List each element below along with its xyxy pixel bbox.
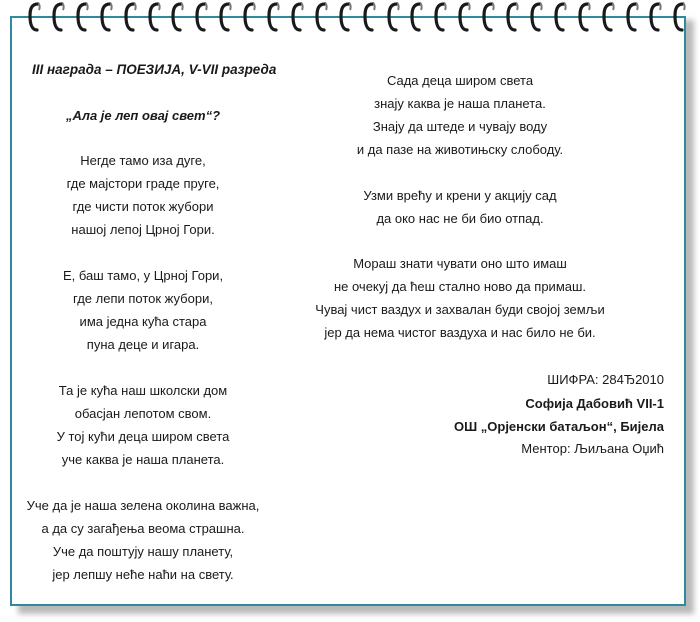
- poem-line: нашој лепој Црној Гори.: [71, 222, 215, 237]
- poem-line: уче каква је наша планета.: [61, 452, 225, 467]
- poem-line: Чувај чист ваздух и захвалан буди својој земљи: [315, 302, 605, 317]
- spiral-ring-icon: [291, 0, 305, 36]
- spiral-ring-icon: [267, 0, 281, 36]
- spiral-ring-icon: [339, 0, 353, 36]
- poem-line: У тој кући деца широм света: [56, 429, 230, 444]
- spiral-binding: [20, 0, 690, 42]
- spiral-ring-icon: [482, 0, 496, 36]
- spiral-ring-icon: [626, 0, 640, 36]
- poem-line: Негде тамо иза дуге,: [80, 153, 206, 168]
- spiral-ring-icon: [124, 0, 138, 36]
- poem-line: Узми врећу и крени у акцију сад: [363, 187, 557, 203]
- poem-line: Уче да поштују нашу планету,: [52, 544, 234, 559]
- spiral-ring-icon: [410, 0, 424, 36]
- school-name: ОШ „Орјенски батаљон“, Бијела: [453, 419, 664, 434]
- poem-line: обасјан лепотом свом.: [74, 406, 212, 421]
- poem-line: има једна кућа стара: [79, 314, 207, 329]
- poem-line: јер да нема чистог ваздуха и нас било не би.: [324, 325, 596, 340]
- poem-line: Е, баш тамо, у Црној Гори,: [62, 268, 224, 283]
- poem-line: где лепи поток жубори,: [73, 291, 213, 306]
- spiral-ring-icon: [148, 0, 162, 36]
- poem-line: да око нас не би био отпад.: [376, 210, 544, 226]
- spiral-ring-icon: [673, 0, 687, 36]
- author-name: Софија Дабовић VII-1: [525, 396, 664, 411]
- poem-line: знају каква је наша планета.: [374, 96, 546, 111]
- poem-line: а да су загађења веома страшна.: [41, 521, 245, 536]
- spiral-ring-icon: [649, 0, 663, 36]
- poem-line: пуна деце и игара.: [86, 337, 200, 352]
- spiral-ring-icon: [458, 0, 472, 36]
- poem-line: Уче да је наша зелена околина важна,: [26, 498, 260, 513]
- spiral-ring-icon: [363, 0, 377, 36]
- spiral-ring-icon: [578, 0, 592, 36]
- award-heading: III награда – ПОЕЗИЈА, V-VII разреда: [32, 62, 277, 77]
- spiral-ring-icon: [52, 0, 66, 36]
- spiral-ring-icon: [506, 0, 520, 36]
- poem-line: и да пазе на животињску слободу.: [356, 142, 564, 157]
- poem-line: Сада деца широм света: [386, 73, 534, 88]
- spiral-ring-icon: [243, 0, 257, 36]
- spiral-ring-icon: [76, 0, 90, 36]
- poem-line: Мораш знати чувати оно што имаш: [353, 256, 567, 271]
- spiral-ring-icon: [530, 0, 544, 36]
- spiral-ring-icon: [195, 0, 209, 36]
- poem-line: Та је кућа наш школски дом: [58, 383, 228, 398]
- spiral-ring-icon: [219, 0, 233, 36]
- poem-line: не очекуј да ћеш стално ново да примаш.: [333, 279, 587, 294]
- poem-line: где чисти поток жубори: [72, 199, 214, 214]
- spiral-ring-icon: [387, 0, 401, 36]
- spiral-ring-icon: [315, 0, 329, 36]
- spiral-ring-icon: [554, 0, 568, 36]
- spiral-ring-icon: [602, 0, 616, 36]
- mentor-name: Ментор: Љиљана Оџић: [521, 441, 664, 456]
- spiral-ring-icon: [434, 0, 448, 36]
- poem-line: јер лепшу неће наћи на свету.: [52, 567, 234, 582]
- spiral-ring-icon: [100, 0, 114, 36]
- poem-line: Знају да штеде и чувају воду: [372, 119, 548, 134]
- spiral-ring-icon: [28, 0, 42, 36]
- poem-title: „Ала је леп овај свет“?: [65, 108, 221, 123]
- spiral-ring-icon: [171, 0, 185, 36]
- code-label: ШИФРА: 284Ђ2010: [547, 372, 664, 387]
- poem-line: где мајстори граде пруге,: [66, 176, 220, 191]
